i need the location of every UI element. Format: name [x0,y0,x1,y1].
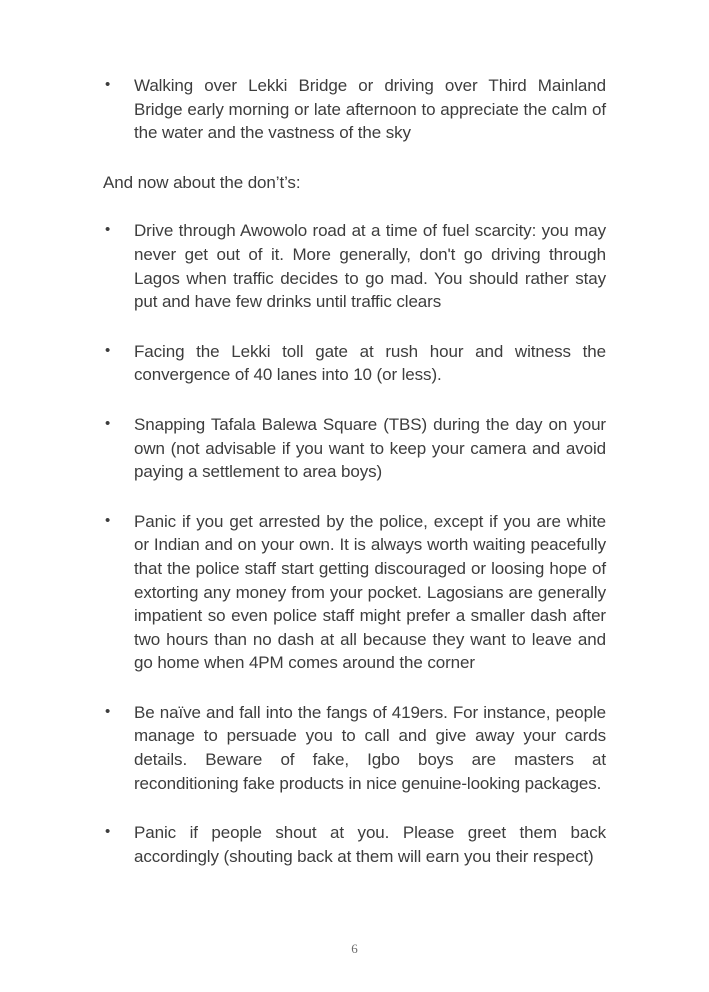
do-list [103,74,606,145]
list-item [103,340,606,387]
list-item [103,413,606,484]
bullet-icon: • [105,823,111,841]
transition-paragraph: And now about the don’t’s: [103,172,301,192]
list-item-text: Panic if you get arrested by the police, except if you are white or Indian and on your own. It is always worth waiting peacefully that the police staff start getting discouraged or loosing hope of extorting any money from your pocket. Lagosians are generally impatient so even police staff might prefer a smaller dash after two hours than no dash at all because they want to leave and go home when 4PM comes around the corner [134,511,606,673]
bullet-icon: • [105,511,111,529]
page-number: 6 [351,941,358,956]
list-item-text: Drive through Awowolo road at a time of fuel scarcity: you may never get out of it. More generally, don't go driving through Lagos when traffic decides to go mad. You should rather stay put and have few drinks until traffic clears [134,221,606,312]
list-item-text: Snapping Tafala Balewa Square (TBS) during the day on your own (not advisable if you want to keep your camera and avoid paying a settlement to area boys) [134,414,606,482]
list-item-text: Walking over Lekki Bridge or driving over Third Mainland Bridge early morning or late afternoon to appreciate the calm of the water and the vastness of the sky [134,76,606,143]
bullet-icon: • [105,414,111,432]
list-item [103,219,606,313]
list-item-text: Facing the Lekki toll gate at rush hour and witness the convergence of 40 lanes into 10 (or less). [134,341,606,385]
dont-list [103,219,606,868]
list-item [103,821,606,868]
bullet-icon: • [105,221,111,239]
list-item-text: Panic if people shout at you. Please greet them back accordingly (shouting back at them will earn you their respect) [134,823,606,866]
bullet-icon: • [105,76,111,93]
list-item-text: Be naïve and fall into the fangs of 419ers. For instance, people manage to persuade you to call and give away your cards details. Beware of fake, Igbo boys are masters at reconditioning fake products in nice genuine-looking packages. [134,702,606,793]
list-item [103,74,606,145]
list-item [103,510,606,675]
bullet-icon: • [105,341,111,359]
list-item [103,701,606,795]
bullet-icon: • [105,702,111,720]
